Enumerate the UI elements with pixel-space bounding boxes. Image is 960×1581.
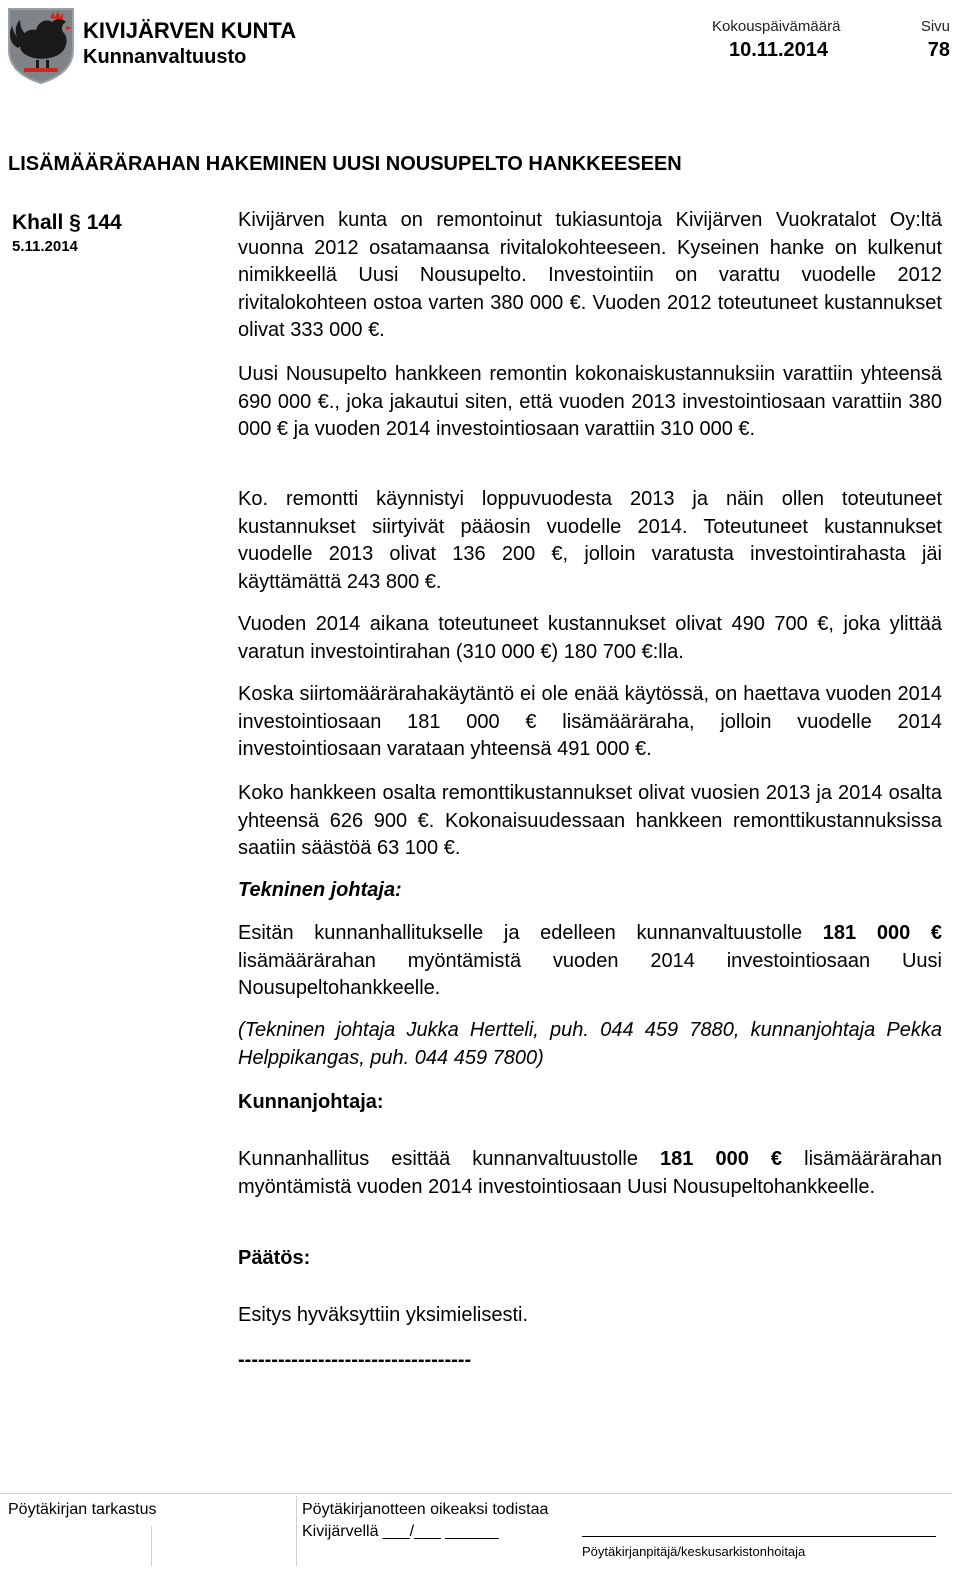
review-label: Pöytäkirjan tarkastus (8, 1501, 157, 1518)
page-number: 78 (927, 39, 950, 61)
footer-divider (151, 1526, 152, 1566)
paragraph-text: Uusi Nousupelto hankkeen remontin kokonaiskustannuksiin varattiin yhteensä 690 000 €., joka jakautui siten, että vuoden 2013 investointiosaan varattiin 380 000 € ja vuoden 2014 investointiosaan varattiin 310 000 €. (238, 363, 942, 440)
proposal-text: lisämäärärahan myöntämistä vuoden 2014 investointiosaan Uusi Nousupeltohankkeelle. (238, 949, 942, 999)
contact-text: (Tekninen johtaja Jukka Hertteli, puh. 044 459 7880, kunnanjohtaja Pekka Helppikangas, puh. 044 459 7800) (238, 1019, 942, 1069)
proposal-amount: 181 000 € (822, 922, 942, 944)
case-reference: Khall § 144 (12, 211, 122, 234)
signer-title: Pöytäkirjanpitäjä/keskusarkistonhoitaja (582, 1544, 806, 1559)
meeting-date-label: Kokouspäivämäärä (712, 18, 841, 35)
manager-heading: Kunnanjohtaja: (238, 1091, 384, 1113)
footer-divider (296, 1496, 297, 1566)
certify-label: Pöytäkirjanotteen oikeaksi todistaa (302, 1501, 549, 1518)
separator-line: ----------------------------------- (238, 1349, 472, 1371)
contact-info (238, 1017, 942, 1072)
paragraph-4 (238, 611, 942, 666)
paragraph-text: Vuoden 2014 aikana toteutuneet kustannukset olivat 490 700 €, joka ylittää varatun investointirahan (310 000 €) 180 700 €:lla. (238, 613, 942, 663)
paragraph-5 (238, 681, 942, 764)
paragraph-3 (238, 486, 942, 596)
paragraph-text: Ko. remontti käynnistyi loppuvuodesta 2013 ja näin ollen toteutuneet kustannukset siirtyivät pääosin vuodelle 2014. Toteutuneet kustannukset vuodelle 2013 olivat 136 200 €, jolloin varatusta investointirahasta jäi käyttämättä 243 800 €. (238, 488, 942, 593)
organization-unit: Kunnanvaltuusto (83, 46, 247, 68)
decision-heading: Päätös: (238, 1247, 311, 1269)
decision-text: Esitys hyväksyttiin yksimielisesti. (238, 1304, 529, 1326)
municipal-coat-of-arms-icon (6, 6, 76, 84)
page-label: Sivu (920, 18, 950, 35)
proposal-text: lisämäärärahan myöntämistä vuoden 2014 investointiosaan Uusi Nousupeltohankkeelle. (238, 1148, 942, 1198)
tech-director-proposal (238, 920, 942, 1003)
paragraph-text: Kivijärven kunta on remontoinut tukiasuntoja Kivijärven Vuokratalot Oy:ltä vuonna 2012 osatamaansa rivitalokohteeseen. Kyseinen hanke on kulkenut nimikkeellä Uusi Nousupelto. Investointiin on varattu vuodelle 2012 rivitalokohteen ostoa varten 380 000 €. Vuoden 2012 toteutuneet kustannukset olivat 333 000 €. (238, 209, 942, 341)
paragraph-6 (238, 780, 942, 863)
paragraph-text: Koko hankkeen osalta remonttikustannukset olivat vuosien 2013 ja 2014 osalta yhteensä 626 900 €. Kokonaisuudessaan hankkeen remonttikustannuksissa saatiin säästöä 63 100 €. (238, 782, 942, 859)
paragraph-1 (238, 207, 942, 345)
document-title: LISÄMÄÄRÄRAHAN HAKEMINEN UUSI NOUSUPELTO HANKKEESEEN (8, 153, 682, 175)
proposal-text: Kunnanhallitus esittää kunnanvaltuustolle (238, 1148, 661, 1170)
proposal-amount: 181 000 € (660, 1148, 783, 1170)
manager-proposal (238, 1146, 942, 1201)
proposal-text: Esitän kunnanhallitukselle ja edelleen kunnanvaltuustolle (238, 922, 823, 944)
paragraph-text: Koska siirtomäärärahakäytäntö ei ole enää käytössä, on haettava vuoden 2014 investointiosaan 181 000 € lisämääräraha, jolloin vuodelle 2014 investointiosaan varataan yhteensä 491 000 €. (238, 683, 942, 760)
signature-line (582, 1536, 936, 1537)
meeting-date: 10.11.2014 (729, 39, 828, 61)
tech-director-heading: Tekninen johtaja: (238, 879, 402, 901)
case-date: 5.11.2014 (12, 238, 78, 255)
paragraph-2 (238, 361, 942, 444)
organization-name: KIVIJÄRVEN KUNTA (83, 18, 297, 43)
place-date: Kivijärvellä ___/___ ______ (302, 1523, 499, 1540)
